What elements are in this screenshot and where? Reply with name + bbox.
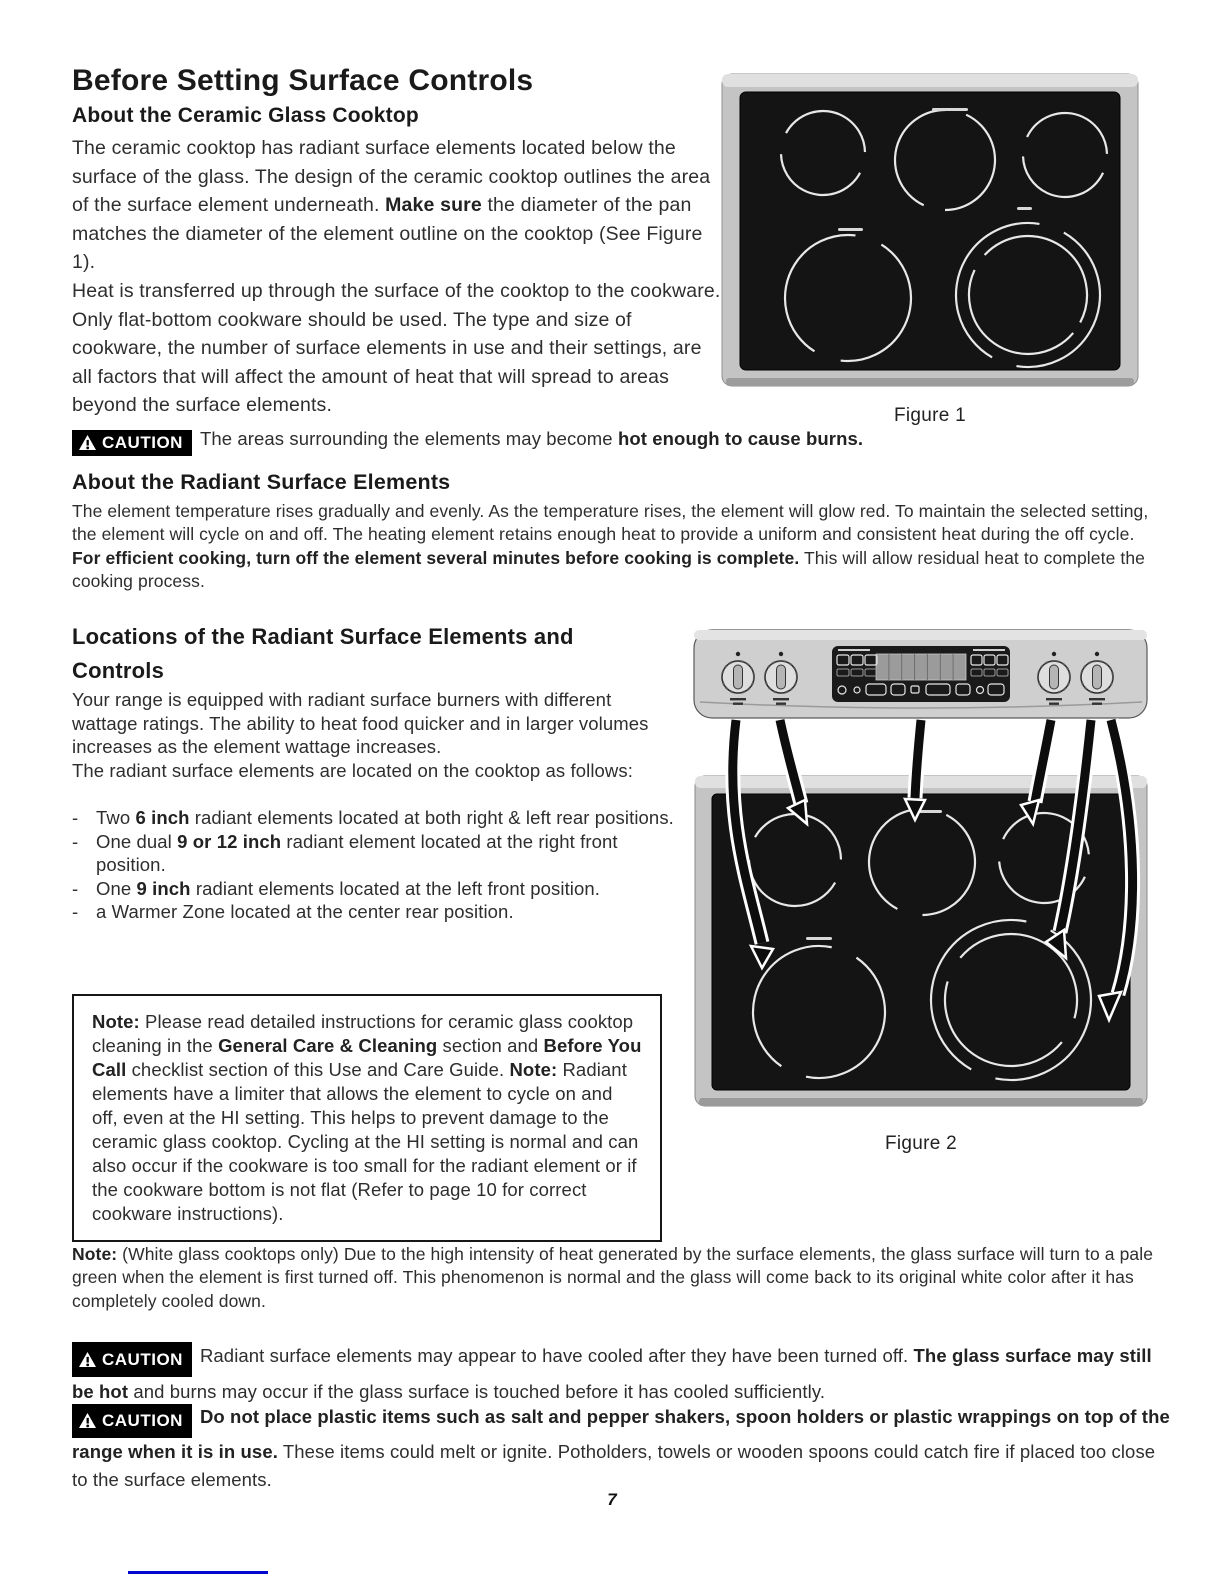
text-run: (White glass cooktops only) Due to the high intensity of heat generated by the surface elements, the glass surface will turn to a pale green when the element is first turned off. This phenomenon is normal and the glass will come back to its original white color after it has completely cooled down. <box>72 1244 1154 1311</box>
list-item <box>72 900 680 924</box>
bullet-marker: - <box>72 807 79 828</box>
caution-statement-2 <box>72 1341 1176 1406</box>
text-run-bold: hot enough to cause burns. <box>617 428 864 449</box>
caution-badge <box>72 430 192 456</box>
text-run: One dual <box>96 830 178 852</box>
bullet-marker: - <box>72 877 79 899</box>
list-item <box>72 877 680 901</box>
text-run-bold: For efficient cooking, turn off the element several minutes before cooking is complete. <box>72 547 800 568</box>
text-run: a Warmer Zone located at the center rear position. <box>96 901 514 923</box>
caution-badge <box>72 1404 192 1438</box>
element-label-mark <box>1017 207 1032 210</box>
bullet-marker: - <box>72 901 79 923</box>
text-run-bold: Before You Call <box>92 1035 642 1080</box>
locations-intro <box>72 688 680 782</box>
list-item <box>72 806 680 830</box>
text-run-bold: General Care & Cleaning <box>218 1035 438 1056</box>
white-glass-note <box>72 1243 1164 1313</box>
section-heading-ceramic-glass-cooktop: About the Ceramic Glass Cooktop <box>72 104 419 127</box>
text-run: radiant elements located at the left front position. <box>190 877 601 899</box>
text-run: section and <box>437 1035 544 1056</box>
text-run: This will allow residual heat to complete the cooking process. <box>72 547 1146 591</box>
text-run-bold: Note: <box>72 1244 118 1264</box>
paragraph: Your range is equipped with radiant surface burners with different wattage ratings. The ability to heat food quicker and in larger volumes increases as the element wattage increases. <box>72 689 649 758</box>
footer-link-line <box>128 1571 268 1574</box>
text-run: Two <box>96 807 136 828</box>
indicator-light <box>779 652 783 656</box>
display-window <box>876 654 966 680</box>
frame-highlight <box>722 74 1138 87</box>
paragraph <box>72 134 727 277</box>
text-run-bold: 6 inch <box>135 807 190 828</box>
text-run: and burns may occur if the glass surface is touched before it has cooled sufficiently. <box>128 1381 826 1402</box>
text-run-bold: Do not place plastic items such as salt and pepper shakers, spoon holders or plastic wrappings on top of the range when it is in use. <box>72 1406 1170 1462</box>
warning-icon <box>78 1351 97 1368</box>
text-run: The ceramic cooktop has radiant surface elements located below the surface of the glass. The design of the ceramic cooktop outlines the area of the surface element underneath. <box>72 137 711 217</box>
text-run: radiant element located at the right front position. <box>96 830 618 876</box>
glass-surface <box>740 92 1120 370</box>
indicator-light <box>1095 652 1099 656</box>
text-run: checklist section of this Use and Care Guide. <box>126 1059 510 1080</box>
text-run: The element temperature rises gradually and evenly. As the temperature rises, the element will glow red. To maintain the selected setting, the element will cycle on and off. The heating element retains enough heat to provide a uniform and consistent heat during the off cycle. <box>72 501 1149 545</box>
section-heading-locations: Locations of the Radiant Surface Elements and Controls <box>72 624 574 683</box>
text-run: radiant elements located at both right & left rear positions. <box>189 807 674 828</box>
text-run: Radiant elements have a limiter that allows the element to cycle on and off, even at the HI setting. This helps to prevent damage to the ceramic glass cooktop. Cycling at the HI setting is normal and can also occur if the cookware is too small for the radiant element or if the cookware bottom is not flat (Refer to page 10 for correct cookware instructions). <box>92 1059 639 1224</box>
text-run-bold: Note: <box>92 1011 140 1032</box>
element-location-list <box>72 806 680 924</box>
figure1-cooktop-illustration <box>720 66 1140 427</box>
frame-shadow <box>726 378 1134 386</box>
text-run: the diameter of the pan matches the diameter of the element outline on the cooktop (See Figure 1). <box>72 194 703 274</box>
text-run: These items could melt or ignite. Potholders, towels or wooden spoons could catch fire if placed too close to the surface elements. <box>72 1440 1156 1490</box>
indicator-light <box>736 652 740 656</box>
figure1-caption: Figure 1 <box>893 405 967 426</box>
figure2-controls-illustration <box>692 628 1150 1155</box>
element-label-mark <box>838 228 863 231</box>
figure2-caption: Figure 2 <box>884 1133 958 1154</box>
caution-statement-1 <box>72 428 1176 456</box>
caution-badge <box>72 1342 192 1377</box>
warning-icon <box>78 434 97 451</box>
text-run-bold: The glass surface may still be hot <box>72 1345 1152 1402</box>
ceramic-cooktop-paragraphs <box>72 134 727 420</box>
note-box <box>72 994 662 1242</box>
bullet-marker: - <box>72 830 79 852</box>
caution-label: CAUTION <box>102 1350 183 1369</box>
warning-icon <box>78 1412 97 1429</box>
arrow-center-warmer <box>905 720 925 820</box>
text-run-bold: 9 inch <box>136 877 191 899</box>
control-panel <box>694 630 1147 718</box>
figure1-image <box>720 66 1140 396</box>
figure2-image <box>692 628 1150 1120</box>
text-run: Please read detailed instructions for ceramic glass cooktop cleaning in the <box>92 1011 634 1056</box>
caution-statement-3 <box>72 1403 1176 1494</box>
text-run-bold: Note: <box>509 1059 558 1080</box>
radiant-elements-paragraph <box>72 500 1164 593</box>
text-run-bold: Make sure <box>385 194 482 217</box>
paragraph <box>72 277 727 420</box>
element-label-mark <box>919 810 942 813</box>
element-label-mark <box>806 937 832 940</box>
text-run: One <box>96 877 137 899</box>
page-number: 7 <box>607 1490 617 1509</box>
text-run: The areas surrounding the elements may become <box>199 428 618 449</box>
text-run: Radiant surface elements may appear to have cooled after they have been turned off. <box>199 1345 914 1366</box>
list-item <box>72 830 680 877</box>
caution-label: CAUTION <box>102 432 183 452</box>
paragraph: The radiant surface elements are located on the cooktop as follows: <box>72 759 633 781</box>
text-run-bold: 9 or 12 inch <box>177 830 282 852</box>
caution-label: CAUTION <box>102 1410 183 1430</box>
page-title: Before Setting Surface Controls <box>72 64 534 97</box>
section-heading-radiant-elements: About the Radiant Surface Elements <box>72 470 451 494</box>
element-label-mark <box>932 108 968 111</box>
electronic-oven-control <box>832 646 1010 702</box>
text-run: Heat is transferred up through the surface of the cooktop to the cookware. Only flat-bottom cookware should be used. The type and size of cookware, the number of surface elements in use and their settings, are all factors that will affect the amount of heat that will spread to areas beyond the surface elements. <box>72 279 721 417</box>
indicator-light <box>1052 652 1056 656</box>
